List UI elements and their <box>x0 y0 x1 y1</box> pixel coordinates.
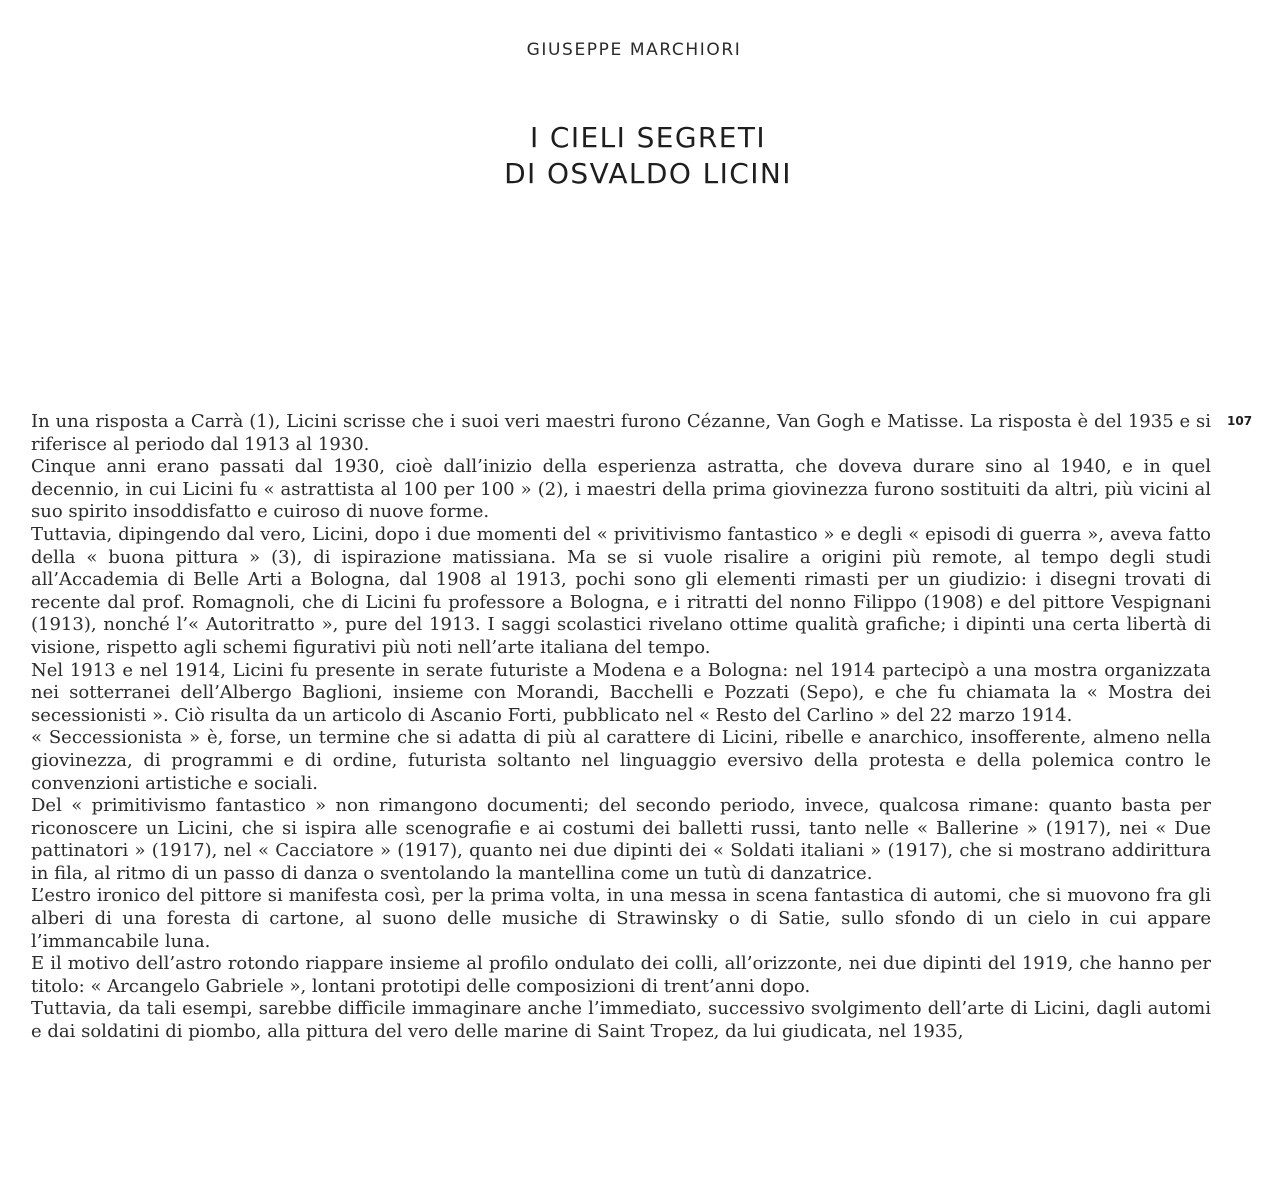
author-name: GIUSEPPE MARCHIORI <box>526 40 742 60</box>
article-body <box>31 411 1211 1044</box>
article-title <box>0 120 1268 192</box>
title-line-1: I CIELI SEGRETI <box>529 121 767 154</box>
paragraph: Tuttavia, dipingendo dal vero, Licini, dopo i due momenti del « privitivismo fantastico » e degli « episodi di guerra », aveva fatto della « buona pittura » (3), di ispirazione matissiana. Ma se si vuole risalire a origini più remote, al tempo degli studi all’Accademia di Belle Arti a Bologna, dal 1908 al 1913, pochi sono gli elementi rimasti per un giudizio: i disegni trovati di recente dal prof. Romagnoli, che di Licini fu professore a Bologna, e i ritratti del nonno Filippo (1908) e del pittore Vespignani (1913), nonché l’« Autoritratto », pure del 1913. I saggi scolastici rivelano ottime qualità grafiche; i dipinti una certa libertà di visione, rispetto agli schemi figurativi più noti nell’arte italiana del tempo. <box>31 523 1211 658</box>
paragraph: Tuttavia, da tali esempi, sarebbe difficile immaginare anche l’immediato, successivo svolgimento dell’arte di Licini, dagli automi e dai soldatini di piombo, alla pittura del vero delle marine di Saint Tropez, da lui giudicata, nel 1935, <box>31 998 1211 1043</box>
paragraph: Cinque anni erano passati dal 1930, cioè dall’inizio della esperienza astratta, che doveva durare sino al 1940, e in quel decennio, in cui Licini fu « astrattista al 100 per 100 » (2), i maestri della prima giovinezza furono sostituiti da altri, più vicini al suo spirito insoddisfatto e cuiroso di nuove forme. <box>31 456 1211 523</box>
paragraph: « Seccessionista » è, forse, un termine che si adatta di più al carattere di Licini, ribelle e anarchico, insofferente, almeno nella giovinezza, di programmi e di ordine, futurista soltanto nel linguaggio eversivo della protesta e della polemica contro le convenzioni artistiche e sociali. <box>31 727 1211 794</box>
paragraph: Nel 1913 e nel 1914, Licini fu presente in serate futuriste a Modena e a Bologna: nel 1914 partecipò a una mostra organizzata nei sotterranei dell’Albergo Baglioni, insieme con Morandi, Bacchelli e Pozzati (Sepo), e che fu chiamata la « Mostra dei secessionisti ». Ciò risulta da un articolo di Ascanio Forti, pubblicato nel « Resto del Carlino » del 22 marzo 1914. <box>31 659 1211 726</box>
paragraph: In una risposta a Carrà (1), Licini scrisse che i suoi veri maestri furono Cézanne, Van Gogh e Matisse. La risposta è del 1935 e si riferisce al periodo dal 1913 al 1930. <box>31 411 1211 455</box>
paragraph: Del « primitivismo fantastico » non rimangono documenti; del secondo periodo, invece, qualcosa rimane: quanto basta per riconoscere un Licini, che si ispira alle scenografie e ai costumi dei balletti russi, tanto nelle « Ballerine » (1917), nei « Due pattinatori » (1917), nel « Cacciatore » (1917), quanto nei due dipinti dei « Soldati italiani » (1917), che si mostrano addirittura in fila, al ritmo di un passo di danza o sventolando la mantellina come un tutù di danzatrice. <box>31 795 1211 884</box>
paragraph: L’estro ironico del pittore si manifesta così, per la prima volta, in una messa in scena fantastica di automi, che si muovono fra gli alberi di una foresta di cartone, al suono delle musiche di Strawinsky o di Satie, sullo sfondo di un cielo in cui appare l’immancabile luna. <box>31 885 1211 952</box>
page-number: 107 <box>1227 414 1253 428</box>
paragraph: E il motivo dell’astro rotondo riappare insieme al profilo ondulato dei colli, all’orizzonte, nei due dipinti del 1919, che hanno per titolo: « Arcangelo Gabriele », lontani prototipi delle composizioni di trent’anni dopo. <box>31 953 1211 997</box>
title-line-2: DI OSVALDO LICINI <box>504 157 792 190</box>
